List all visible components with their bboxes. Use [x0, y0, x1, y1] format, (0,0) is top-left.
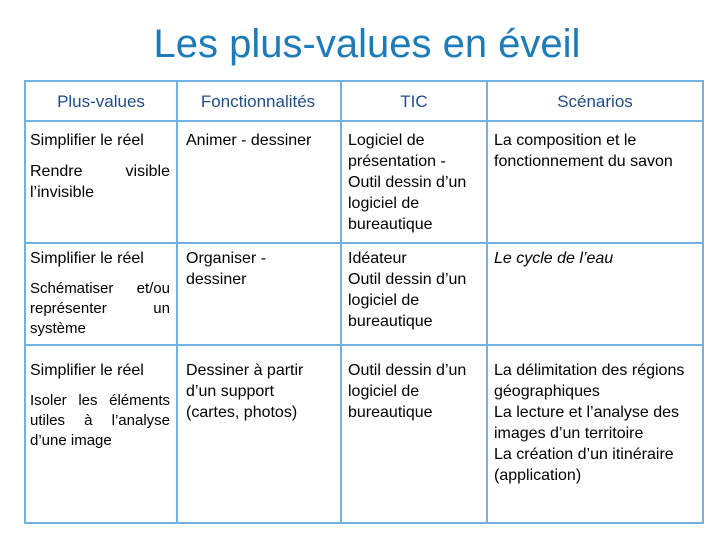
row1-plus-values [30, 130, 170, 203]
column-divider-1 [176, 82, 178, 522]
row1-plus-value-1: Simplifier le réel [30, 132, 144, 149]
row3-plus-value-1: Simplifier le réel [30, 362, 144, 379]
row3-scenario-2: La lecture et l’analyse des images d’un territoire [494, 404, 679, 442]
row3-plus-value-2: Isoler les éléments utiles à l’analyse d’une image [30, 392, 170, 449]
row1-plus-value-2: Rendre visible l’invisible [30, 163, 170, 201]
header-scenarios: Scénarios [557, 92, 633, 111]
header-divider [26, 120, 702, 122]
header-tic: TIC [400, 92, 428, 111]
header-fonctionnalites: Fonctionnalités [200, 92, 316, 111]
row3-scenario-1: La délimitation des régions géographiques [494, 362, 685, 400]
row2-plus-value-2: Schématiser et/ou représenter un système [30, 280, 170, 337]
column-divider-2 [340, 82, 342, 522]
row2-fonctionnalite: Organiser - dessiner [186, 250, 267, 288]
row3-plus-values [30, 360, 170, 451]
column-divider-3 [486, 82, 488, 522]
row2-scenario: Le cycle de l’eau [494, 250, 614, 267]
header-plus-values: Plus-values [57, 92, 145, 111]
values-table [24, 80, 704, 524]
row3-tic: Outil dessin d’un logiciel de bureautique [348, 362, 467, 421]
slide-title: Les plus-values en éveil [153, 22, 581, 66]
row1-scenario: La composition et le fonctionnement du savon [494, 132, 673, 170]
row-divider-2 [26, 344, 702, 346]
row3-scenario-3: La création d’un itinéraire (application) [494, 446, 674, 484]
row1-tic: Logiciel de présentation - Outil dessin d’un logiciel de bureautique [348, 132, 467, 233]
row2-plus-values [30, 248, 170, 339]
row2-tic-1: Idéateur [348, 250, 407, 267]
row1-fonctionnalite: Animer - dessiner [186, 132, 312, 149]
row3-fonctionnalite: Dessiner à partir d’un support (cartes, photos) [186, 362, 304, 421]
row2-tic [348, 248, 482, 332]
row3-scenarios [494, 360, 690, 486]
row-divider-1 [26, 242, 702, 244]
row2-tic-2: Outil dessin d’un logiciel de bureautique [348, 271, 467, 330]
row2-plus-value-1: Simplifier le réel [30, 250, 144, 267]
